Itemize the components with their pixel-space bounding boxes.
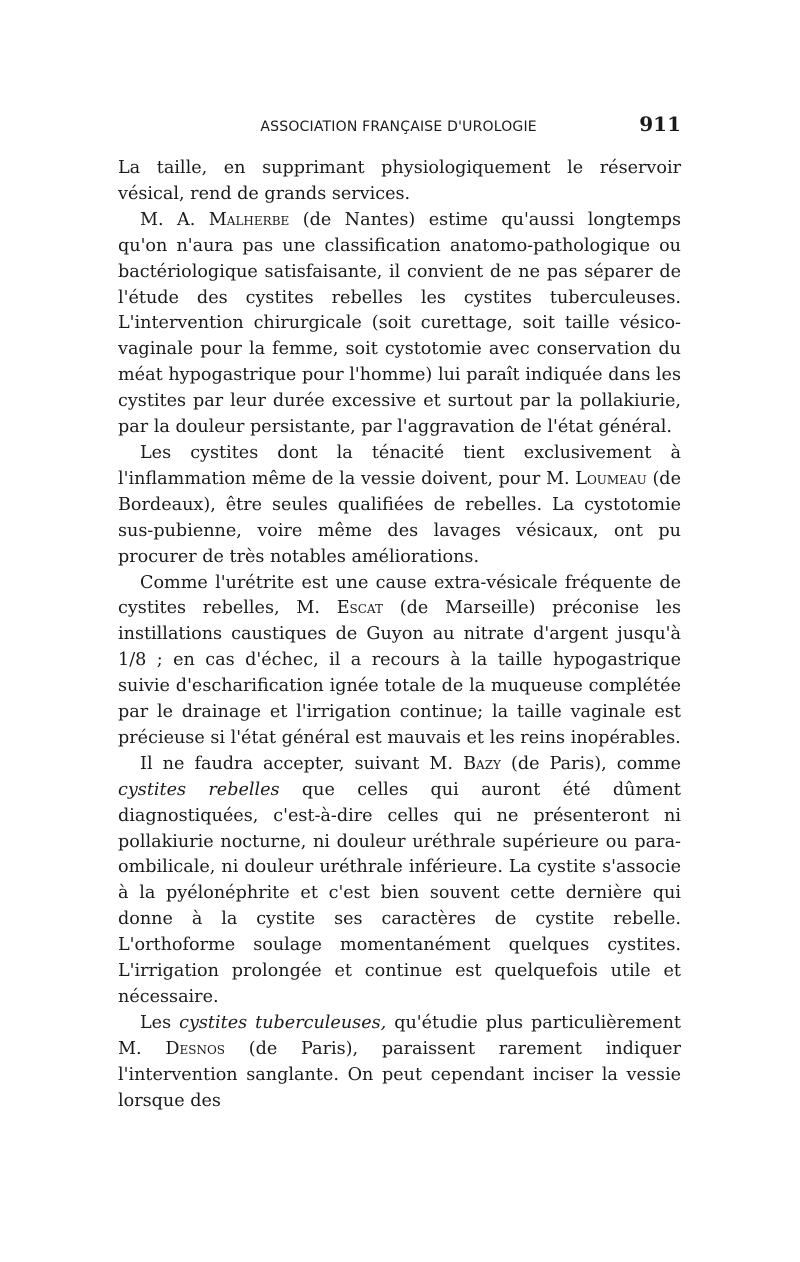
paragraph-malherbe <box>118 208 681 441</box>
paragraph-lead: Les <box>140 1012 180 1033</box>
emphasis-term: cystites rebelles <box>118 779 280 800</box>
author-name: Loumeau <box>575 468 647 489</box>
author-name: Malherbe <box>208 209 290 230</box>
running-title: ASSOCIATION FRANÇAISE D'UROLOGIE <box>260 119 537 135</box>
author-name: Desnos <box>165 1038 226 1059</box>
paragraph-text: qu'étudie plus particulièrement M. <box>118 1012 681 1059</box>
paragraph-text: La taille, en supprimant physiologiquement le réservoir vésical, rend de grands services. <box>118 158 681 204</box>
paragraph-lead: Il ne faudra accepter, suivant M. <box>140 753 464 774</box>
paragraph-lead: Comme l'urétrite est une cause extra-vésicale fréquente de cystites rebelles, M. <box>118 572 681 619</box>
emphasis-term: cystites tuberculeuses, <box>179 1012 387 1033</box>
paragraph-text: (de Marseille) préconise les instillations caustiques de Guyon au nitrate d'argent jusqu'à 1/8 ; en cas d'échec, il a recours à la taille hypogastrique suivie d'escharification ignée totale de la muqueuse complétée par le drainage et l'irrigation continue; la taille vaginale est précieuse si l'état général est mauvais et les reins inopérables. <box>118 598 682 748</box>
author-name: Escat <box>336 598 383 619</box>
paragraph-bazy <box>118 752 681 1011</box>
paragraph-desnos <box>118 1011 681 1115</box>
paragraph-text: (de Bordeaux), être seules qualifiées de rebelles. La cystotomie sus-pubienne, voire même des lavages vésicaux, ont pu procurer de très notables améliorations. <box>118 468 681 567</box>
paragraph-lead: Les cystites dont la ténacité tient exclusivement à l'inflammation même de la vessie doivent, pour M. <box>118 442 681 489</box>
paragraph-lead: M. A. <box>140 209 209 230</box>
paragraph-text: (de Paris), comme <box>500 753 681 774</box>
author-name: Bazy <box>463 753 501 774</box>
running-head <box>118 112 681 144</box>
paragraph-taille <box>118 156 681 208</box>
body-text <box>118 156 681 1115</box>
paragraph-escat <box>118 571 681 752</box>
paragraph-text: (de Nantes) estime qu'aussi longtemps qu'on n'aura pas une classification anatomo-pathologique ou bactériologique satisfaisante, il convient de ne pas séparer de l'étude des cystites rebelles les cystites tuberculeuses. L'intervention chirurgicale (soit curettage, soit taille vésico-vaginale pour la femme, soit cystotomie avec conservation du méat hypogastrique pour l'homme) lui paraît indiquée dans les cystites par leur durée excessive et surtout par la pollakiurie, par la douleur persistante, par l'aggravation de l'état général. <box>118 209 682 438</box>
page-number: 911 <box>639 112 681 136</box>
book-page <box>118 112 681 1115</box>
paragraph-loumeau <box>118 441 681 571</box>
paragraph-text: que celles qui auront été dûment diagnostiquées, c'est-à-dire celles qui ne présenteront ni pollakiurie nocturne, ni douleur uréthrale supérieure ou para-ombilicale, ni douleur uréthrale inférieure. La cystite s'associe à la pyélonéphrite et c'est bien souvent cette dernière qui donne à la cystite ses caractères de cystite rebelle. L'orthoforme soulage momentanément quelques cystites. L'irrigation prolongée et continue est quelquefois utile et nécessaire. <box>118 779 681 1007</box>
paragraph-text: (de Paris), paraissent rarement indiquer l'intervention sanglante. On peut cependant inciser la vessie lorsque des <box>118 1038 681 1111</box>
